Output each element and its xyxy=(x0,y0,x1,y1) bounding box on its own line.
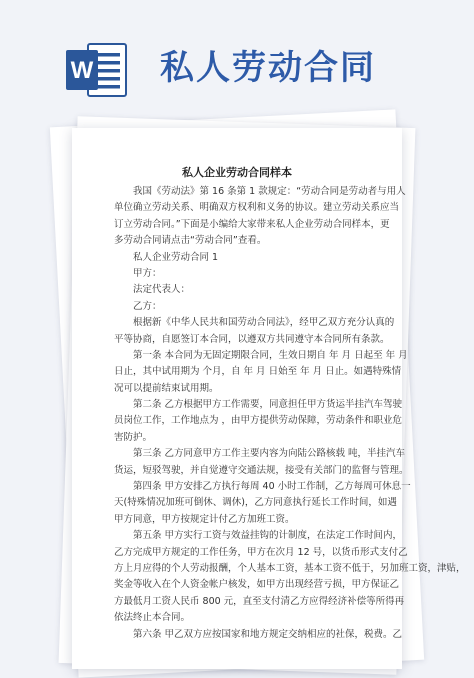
word-icon-letter: W xyxy=(70,57,94,84)
document-line: 订立劳动合同。”下面是小编给大家带来私人企业劳动合同样本，更 xyxy=(114,218,390,230)
document-line: 方最低月工资人民币 800 元，直至支付清乙方应得经济补偿等所得再 xyxy=(114,595,405,607)
document-line: 第六条 甲乙双方应按国家和地方规定交纳相应的社保，税费。乙 xyxy=(133,628,403,640)
page-title: 私人劳动合同 xyxy=(160,48,376,88)
document-line: 我国《劳动法》第 16 条第 1 款规定：“劳动合同是劳动者与用人 xyxy=(133,186,406,197)
document-line: 根据新《中华人民共和国劳动合同法》，经甲乙双方充分认真的 xyxy=(133,317,395,329)
document-line: 乙方完成甲方规定的工作任务，甲方在次月 12 号，以货币形式支付乙 xyxy=(114,546,408,558)
document-line: 第二条 乙方根据甲方工作需要，同意担任甲方货运半挂汽车驾驶 xyxy=(133,399,403,411)
document-line: 甲方： xyxy=(133,267,162,279)
document-line: 私人企业劳动合同 1 xyxy=(133,251,219,263)
document-line: 第一条 本合同为无固定期限合同，生效日期自 年 月 日起至 年 月 xyxy=(133,349,408,361)
word-icon xyxy=(66,40,128,100)
document-line: 依法终止本合同。 xyxy=(114,612,191,624)
document-title: 私人企业劳动合同样本 xyxy=(182,166,292,179)
document-line: 单位确立劳动关系、明确双方权利和义务的协议。建立劳动关系应当 xyxy=(114,202,400,214)
document-line: 奖金等收入在个人资金帐户核发，如甲方出现经营亏损，甲方保证乙 xyxy=(114,579,400,591)
document-line: 天(特殊情况加班可倒休、调休)，乙方同意执行延长工作时间，如遇 xyxy=(114,497,397,509)
document-line: 况可以提前结束试用期。 xyxy=(114,382,219,394)
document-line: 乙方： xyxy=(133,300,162,312)
document-line: 货运，短驳驾驶，并自觉遵守交通法规，接受有关部门的监督与管理。 xyxy=(114,464,409,476)
document-line: 日止，其中试用期为 个月，自 年 月 日始至 年 月 日止。如遇特殊情 xyxy=(114,366,402,378)
document-line: 第五条 甲方实行工资与效益挂钩的计制度，在法定工作时间内， xyxy=(133,530,403,542)
document-line: 平等协商，自愿签订本合同，以遵双方共同遵守本合同所有条款。 xyxy=(114,333,390,345)
document-line: 多劳动合同请点击“劳动合同”查看。 xyxy=(114,235,267,247)
header xyxy=(0,0,474,108)
document-line: 方上月应得的个人劳动报酬，个人基本工资，基本工资不低于，另加班工资，津贴， xyxy=(114,562,466,574)
document-page xyxy=(72,128,466,669)
document-line: 第四条 甲方安排乙方执行每周 40 小时工作制，乙方每周可休息一 xyxy=(133,481,411,493)
document-line: 甲方同意，甲方按规定计付乙方加班工资。 xyxy=(114,513,295,525)
document-line: 第三条 乙方同意甲方工作主要内容为向陆公路核载 吨，半挂汽车 xyxy=(133,448,406,460)
document-body xyxy=(114,184,466,643)
document-line: 员岗位工作，工作地点为 ，由甲方提供劳动保障，劳动条件和职业危 xyxy=(114,415,403,427)
document-line: 法定代表人： xyxy=(133,284,191,296)
document-line: 害防护。 xyxy=(114,431,153,443)
